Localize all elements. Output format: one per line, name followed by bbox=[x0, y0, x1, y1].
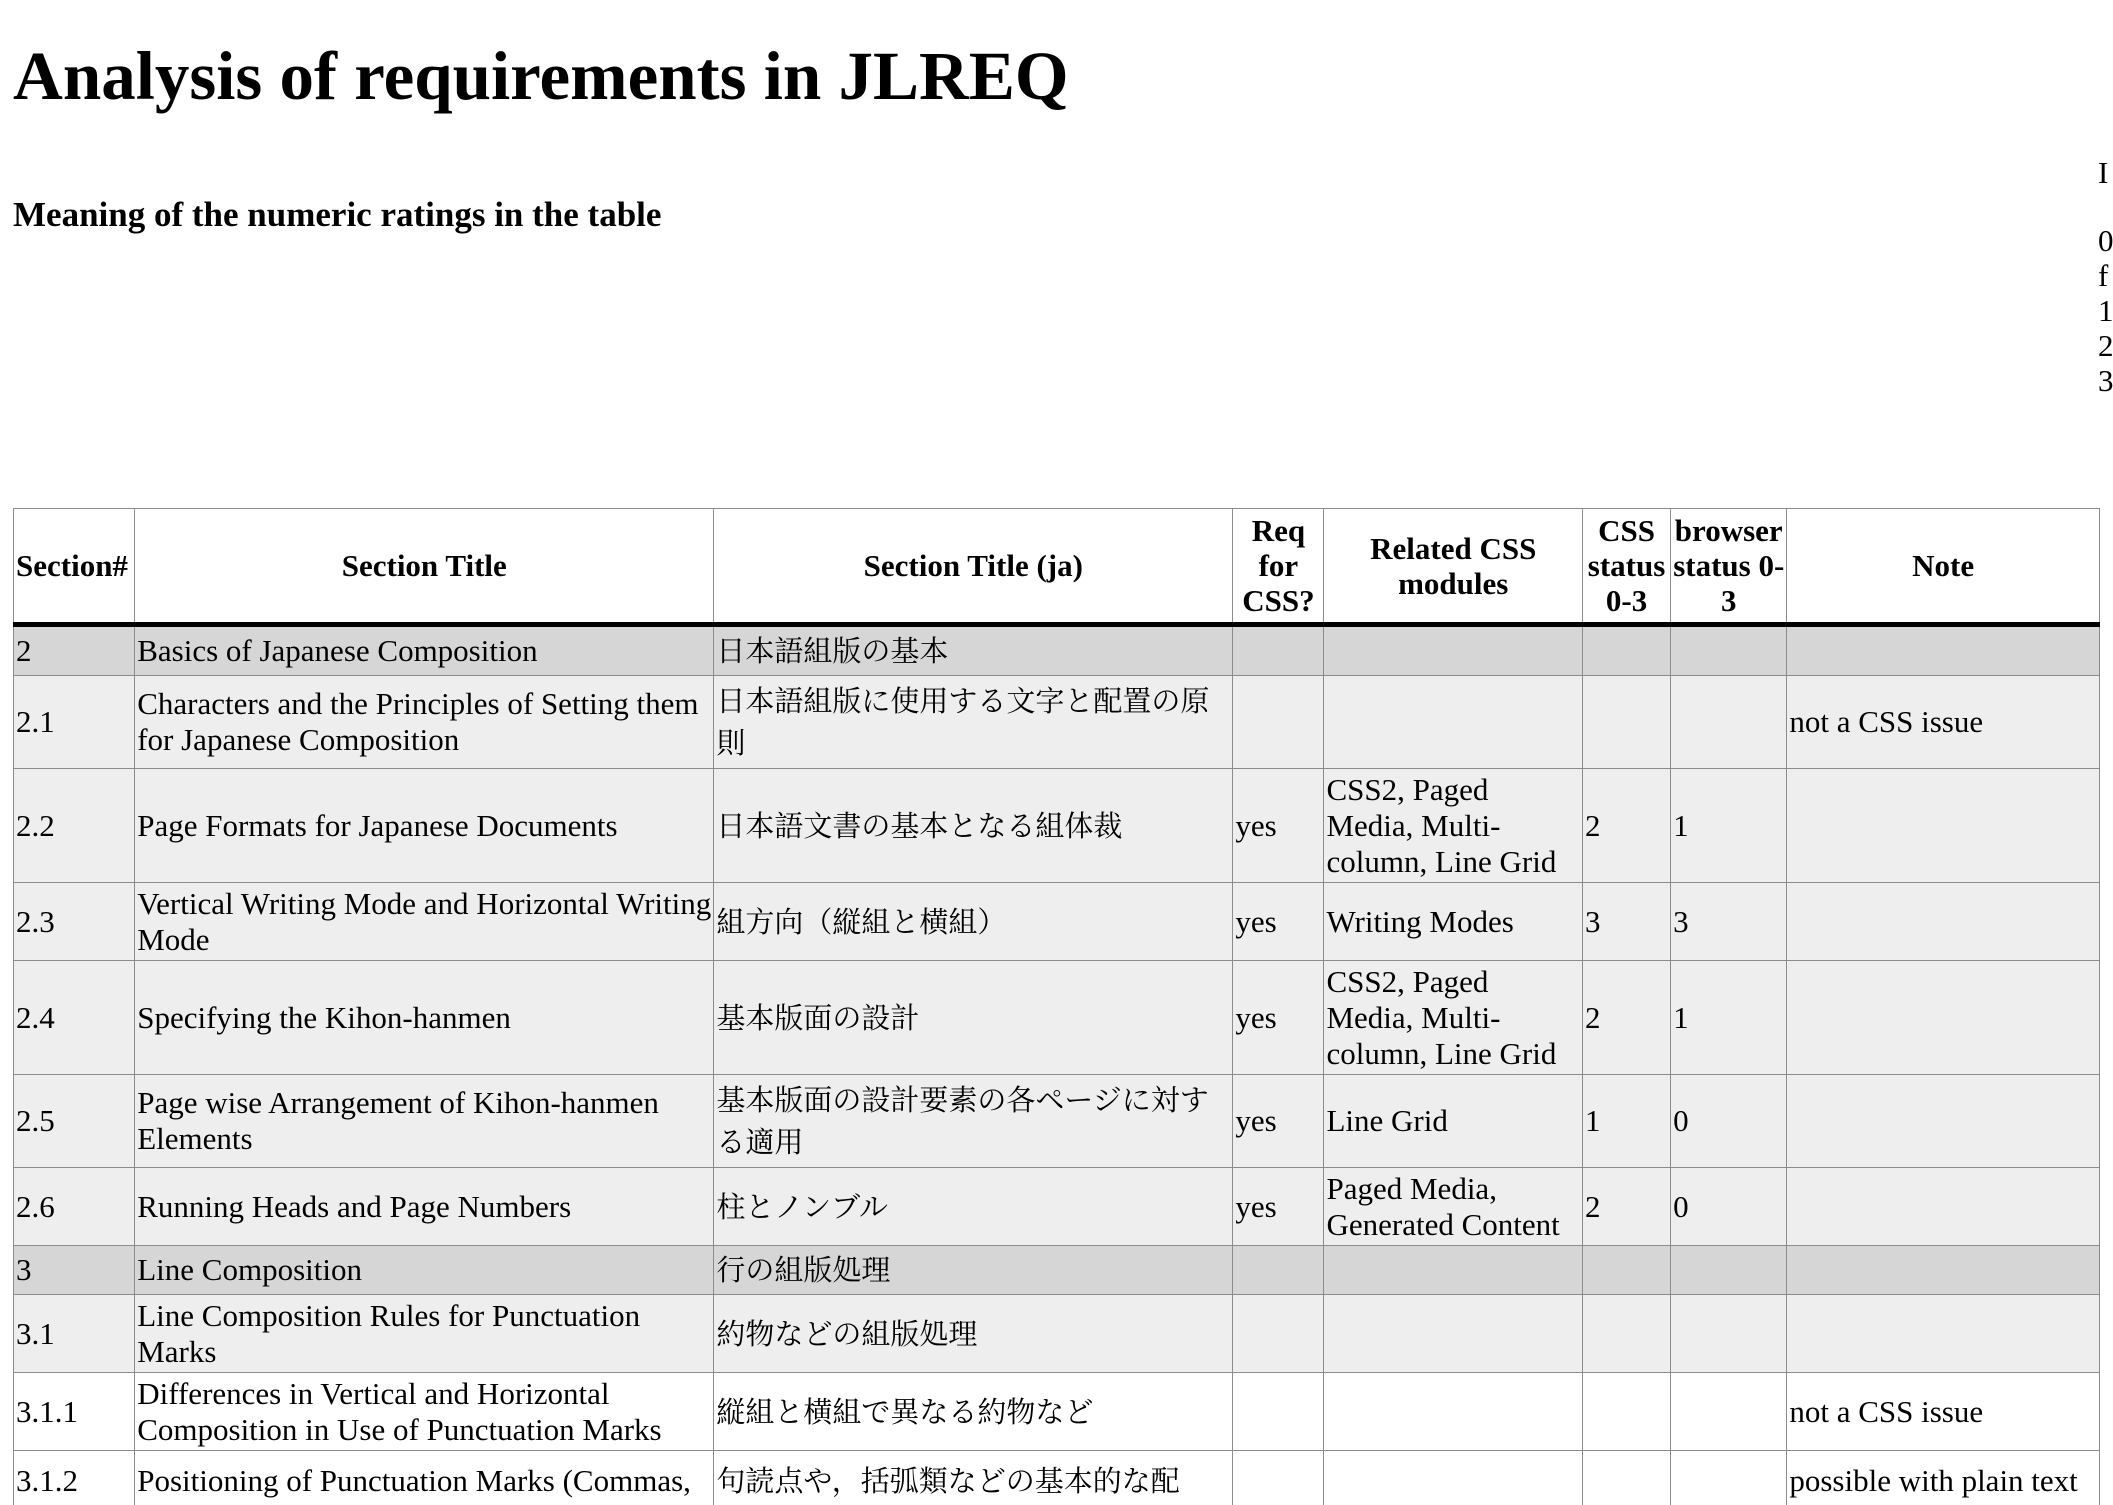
cell-section-title: Line Composition Rules for Punctuation Marks bbox=[135, 1295, 714, 1373]
cell-note bbox=[1787, 883, 2100, 961]
cell-related-css-modules: Writing Modes bbox=[1324, 883, 1582, 961]
cell-section-title: Specifying the Kihon-hanmen bbox=[135, 961, 714, 1075]
legend-fragment-line: 0 bbox=[2098, 223, 2113, 258]
cell-section-number: 3.1 bbox=[14, 1295, 135, 1373]
legend-fragment-line: I bbox=[2098, 155, 2109, 190]
cell-req-for-css bbox=[1233, 1373, 1324, 1451]
requirements-table bbox=[13, 508, 2100, 1505]
cell-related-css-modules: CSS2, Paged Media, Multi-column, Line Grid bbox=[1324, 961, 1582, 1075]
header-req-for-css: Req for CSS? bbox=[1233, 509, 1324, 625]
cell-section-title-ja: 基本版面の設計要素の各ページに対する適用 bbox=[714, 1075, 1233, 1168]
cell-related-css-modules bbox=[1324, 1295, 1582, 1373]
cell-css-status: 2 bbox=[1582, 1168, 1670, 1246]
cell-section-title: Page wise Arrangement of Kihon-hanmen Elements bbox=[135, 1075, 714, 1168]
cell-section-number: 3 bbox=[14, 1246, 135, 1295]
cell-note bbox=[1787, 769, 2100, 883]
cell-css-status bbox=[1582, 1295, 1670, 1373]
cell-section-title: Basics of Japanese Composition bbox=[135, 625, 714, 676]
table-row bbox=[14, 883, 2100, 961]
header-note: Note bbox=[1787, 509, 2100, 625]
cell-related-css-modules: Paged Media, Generated Content bbox=[1324, 1168, 1582, 1246]
cell-browser-status: 0 bbox=[1671, 1168, 1787, 1246]
cell-section-title-ja: 句読点や，括弧類などの基本的な配 bbox=[714, 1451, 1233, 1505]
cell-section-title-ja: 日本語文書の基本となる組体裁 bbox=[714, 769, 1233, 883]
cell-section-title: Page Formats for Japanese Documents bbox=[135, 769, 714, 883]
header-browser-status: browser status 0-3 bbox=[1671, 509, 1787, 625]
cell-req-for-css: yes bbox=[1233, 769, 1324, 883]
cell-section-number: 3.1.1 bbox=[14, 1373, 135, 1451]
header-section-title: Section Title bbox=[135, 509, 714, 625]
cell-related-css-modules bbox=[1324, 1373, 1582, 1451]
cell-section-title: Characters and the Principles of Setting them for Japanese Composition bbox=[135, 676, 714, 769]
table-row bbox=[14, 676, 2100, 769]
table-group-row bbox=[14, 1246, 2100, 1295]
cell-req-for-css bbox=[1233, 1451, 1324, 1505]
cell-css-status bbox=[1582, 625, 1670, 676]
cell-section-title-ja: 基本版面の設計 bbox=[714, 961, 1233, 1075]
legend-fragment-line: f bbox=[2098, 258, 2109, 293]
legend-fragment-line: 2 bbox=[2098, 328, 2113, 363]
cell-section-title: Running Heads and Page Numbers bbox=[135, 1168, 714, 1246]
cell-req-for-css bbox=[1233, 676, 1324, 769]
cell-req-for-css bbox=[1233, 1246, 1324, 1295]
table-row bbox=[14, 1168, 2100, 1246]
cell-css-status bbox=[1582, 676, 1670, 769]
cell-section-title: Vertical Writing Mode and Horizontal Writing Mode bbox=[135, 883, 714, 961]
header-section-title-ja: Section Title (ja) bbox=[714, 509, 1233, 625]
table-group-row bbox=[14, 625, 2100, 676]
cell-browser-status bbox=[1671, 625, 1787, 676]
cell-section-title-ja: 行の組版処理 bbox=[714, 1246, 1233, 1295]
cell-related-css-modules bbox=[1324, 1246, 1582, 1295]
cell-note bbox=[1787, 961, 2100, 1075]
clipped-ratings-legend bbox=[2098, 155, 2113, 398]
cell-css-status: 3 bbox=[1582, 883, 1670, 961]
cell-req-for-css bbox=[1233, 625, 1324, 676]
cell-related-css-modules bbox=[1324, 676, 1582, 769]
cell-related-css-modules bbox=[1324, 625, 1582, 676]
table-row bbox=[14, 1451, 2100, 1505]
cell-note bbox=[1787, 1075, 2100, 1168]
cell-req-for-css: yes bbox=[1233, 1075, 1324, 1168]
cell-browser-status: 1 bbox=[1671, 769, 1787, 883]
cell-section-number: 2.6 bbox=[14, 1168, 135, 1246]
cell-section-title-ja: 日本語組版に使用する文字と配置の原則 bbox=[714, 676, 1233, 769]
cell-section-number: 2.3 bbox=[14, 883, 135, 961]
cell-section-title-ja: 柱とノンブル bbox=[714, 1168, 1233, 1246]
cell-req-for-css: yes bbox=[1233, 883, 1324, 961]
cell-note bbox=[1787, 1246, 2100, 1295]
cell-note: not a CSS issue bbox=[1787, 1373, 2100, 1451]
cell-related-css-modules: Line Grid bbox=[1324, 1075, 1582, 1168]
cell-browser-status bbox=[1671, 1373, 1787, 1451]
cell-browser-status bbox=[1671, 1246, 1787, 1295]
cell-browser-status bbox=[1671, 676, 1787, 769]
header-section-number: Section# bbox=[14, 509, 135, 625]
table-row bbox=[14, 961, 2100, 1075]
cell-browser-status: 0 bbox=[1671, 1075, 1787, 1168]
table-row bbox=[14, 1373, 2100, 1451]
cell-section-number: 2.5 bbox=[14, 1075, 135, 1168]
cell-note: not a CSS issue bbox=[1787, 676, 2100, 769]
table-body bbox=[14, 625, 2100, 1505]
cell-section-title-ja: 縦組と横組で異なる約物など bbox=[714, 1373, 1233, 1451]
cell-browser-status: 1 bbox=[1671, 961, 1787, 1075]
cell-req-for-css: yes bbox=[1233, 961, 1324, 1075]
legend-fragment-line: 1 bbox=[2098, 293, 2113, 328]
header-css-status: CSS status 0-3 bbox=[1582, 509, 1670, 625]
cell-section-title-ja: 組方向（縦組と横組） bbox=[714, 883, 1233, 961]
cell-css-status bbox=[1582, 1373, 1670, 1451]
cell-section-number: 3.1.2 bbox=[14, 1451, 135, 1505]
cell-related-css-modules bbox=[1324, 1451, 1582, 1505]
cell-req-for-css: yes bbox=[1233, 1168, 1324, 1246]
table-header-row bbox=[14, 509, 2100, 625]
cell-section-title-ja: 日本語組版の基本 bbox=[714, 625, 1233, 676]
cell-section-number: 2.4 bbox=[14, 961, 135, 1075]
cell-css-status: 1 bbox=[1582, 1075, 1670, 1168]
legend-fragment-line: 3 bbox=[2098, 363, 2113, 398]
cell-note: possible with plain text bbox=[1787, 1451, 2100, 1505]
cell-section-number: 2 bbox=[14, 625, 135, 676]
ratings-heading: Meaning of the numeric ratings in the table bbox=[13, 195, 662, 234]
cell-section-title: Line Composition bbox=[135, 1246, 714, 1295]
cell-section-number: 2.1 bbox=[14, 676, 135, 769]
cell-browser-status bbox=[1671, 1295, 1787, 1373]
table-row bbox=[14, 769, 2100, 883]
cell-note bbox=[1787, 1295, 2100, 1373]
cell-css-status: 2 bbox=[1582, 769, 1670, 883]
cell-css-status bbox=[1582, 1246, 1670, 1295]
cell-css-status: 2 bbox=[1582, 961, 1670, 1075]
cell-section-title: Differences in Vertical and Horizontal Composition in Use of Punctuation Marks bbox=[135, 1373, 714, 1451]
cell-related-css-modules: CSS2, Paged Media, Multi-column, Line Grid bbox=[1324, 769, 1582, 883]
cell-browser-status: 3 bbox=[1671, 883, 1787, 961]
cell-section-number: 2.2 bbox=[14, 769, 135, 883]
cell-section-title-ja: 約物などの組版処理 bbox=[714, 1295, 1233, 1373]
cell-note bbox=[1787, 1168, 2100, 1246]
cell-css-status bbox=[1582, 1451, 1670, 1505]
cell-section-title: Positioning of Punctuation Marks (Commas, bbox=[135, 1451, 714, 1505]
header-related-css-modules: Related CSS modules bbox=[1324, 509, 1582, 625]
table-row bbox=[14, 1075, 2100, 1168]
page-title: Analysis of requirements in JLREQ bbox=[13, 38, 1069, 114]
table-row bbox=[14, 1295, 2100, 1373]
cell-note bbox=[1787, 625, 2100, 676]
cell-req-for-css bbox=[1233, 1295, 1324, 1373]
cell-browser-status bbox=[1671, 1451, 1787, 1505]
